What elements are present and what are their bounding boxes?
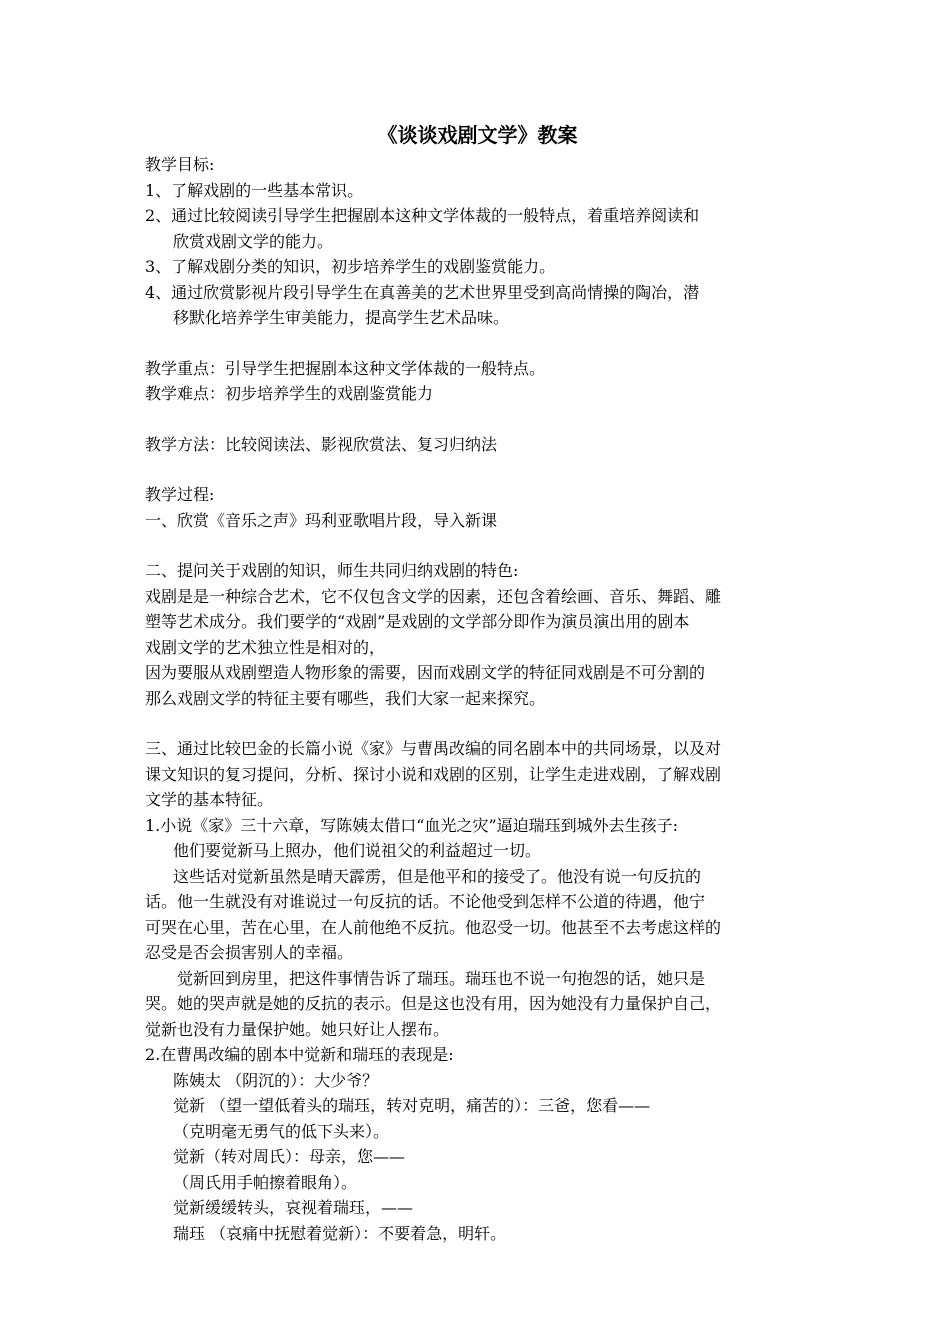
document-page — [145, 118, 810, 1246]
difficulty: 教学难点：初步培养学生的戏剧鉴赏能力 — [145, 384, 434, 403]
process-step-3-text: 课文知识的复习提问，分析、探讨小说和戏剧的区别，让学生走进戏剧，了解戏剧 — [145, 764, 722, 784]
process-step-3-text: 文学的基本特征。 — [145, 790, 274, 809]
objective-item-continued: 移默化培养学生审美能力，提高学生艺术品味。 — [173, 308, 510, 327]
novel-paragraph: 他们要觉新马上照办，他们说祖父的利益超过一切。 — [173, 841, 542, 860]
play-line: 陈姨太 （阴沉的）：大少爷？ — [173, 1070, 379, 1090]
objective-item: 4、通过欣赏影视片段引导学生在真善美的艺术世界里受到高尚情操的陶冶，潜 — [145, 282, 700, 302]
play-heading: 2.在曹禺改编的剧本中觉新和瑞珏的表现是: — [145, 1045, 454, 1064]
play-line: 觉新 （望一望低着头的瑞珏，转对克明，痛苦的）：三爸，您看—— — [173, 1096, 651, 1115]
objective-item: 3、了解戏剧分类的知识，初步培养学生的戏剧鉴赏能力。 — [145, 257, 556, 276]
process-step-2-text: 那么戏剧文学的特征主要有哪些，我们大家一起来探究。 — [145, 688, 546, 708]
play-line: 觉新缓缓转头，哀视着瑞珏，—— — [173, 1198, 414, 1217]
novel-heading: 1.小说《家》三十六章，写陈姨太借口“血光之灾”逼迫瑞珏到城外去生孩子: — [145, 815, 679, 835]
play-line: 瑞珏 （哀痛中抚慰着觉新）：不要着急，明轩。 — [173, 1223, 507, 1243]
teaching-methods: 教学方法：比较阅读法、影视欣赏法、复习归纳法 — [145, 434, 498, 454]
process-step-2-text: 戏剧是是一种综合艺术，它不仅包含文学的因素，还包含着绘画、音乐、舞蹈、雕 — [145, 586, 722, 606]
novel-paragraph: 觉新也没有力量保护她。她只好让人摆布。 — [145, 1019, 450, 1039]
novel-paragraph: 忍受是否会损害别人的幸福。 — [145, 943, 354, 962]
novel-paragraph: 可哭在心里，苦在心里，在人前他绝不反抗。他忍受一切。他甚至不去考虑这样的 — [145, 917, 722, 937]
process-step-3-text: 三、通过比较巴金的长篇小说《家》与曹禺改编的同名剧本中的共同场景，以及对 — [145, 739, 722, 758]
novel-paragraph: 这些话对觉新虽然是晴天霹雳，但是他平和的接受了。他没有说一句反抗的 — [173, 866, 702, 886]
objective-item: 1、了解戏剧的一些基本常识。 — [145, 180, 364, 200]
document-title: 《谈谈戏剧文学》教案 — [377, 123, 578, 147]
novel-paragraph: 觉新回到房里，把这件事情告诉了瑞珏。瑞珏也不说一句抱怨的话，她只是 — [177, 968, 706, 988]
process-step-2-text: 塑等艺术成分。我们要学的“戏剧”是戏剧的文学部分即作为演员演出用的剧本 — [145, 612, 690, 631]
process-step-1: 一、欣赏《音乐之声》玛利亚歌唱片段，导入新课 — [145, 510, 498, 530]
objective-item: 2、通过比较阅读引导学生把握剧本这种文学体裁的一般特点，着重培养阅读和 — [145, 206, 700, 225]
process-heading: 教学过程: — [145, 485, 215, 504]
play-line: 觉新（转对周氏）：母亲，您—— — [173, 1147, 406, 1166]
objectives-heading: 教学目标: — [145, 155, 215, 174]
process-step-2-heading: 二、提问关于戏剧的知识，师生共同归纳戏剧的特色: — [145, 561, 519, 580]
play-line: （周氏用手帕擦着眼角）。 — [173, 1172, 358, 1192]
key-point: 教学重点：引导学生把握剧本这种文学体裁的一般特点。 — [145, 358, 546, 378]
play-line: （克明毫无勇气的低下头来）。 — [173, 1121, 390, 1141]
process-step-2-text: 戏剧文学的艺术独立性是相对的， — [145, 637, 386, 657]
novel-paragraph: 话。他一生就没有对谁说过一句反抗的话。不论他受到怎样不公道的待遇，他宁 — [145, 892, 706, 911]
objective-item-continued: 欣赏戏剧文学的能力。 — [173, 231, 334, 251]
novel-paragraph: 哭。她的哭声就是她的反抗的表示。但是这也没有用，因为她没有力量保护自己， — [145, 994, 722, 1013]
process-step-2-text: 因为要服从戏剧塑造人物形象的需要，因而戏剧文学的特征同戏剧是不可分割的 — [145, 663, 706, 682]
